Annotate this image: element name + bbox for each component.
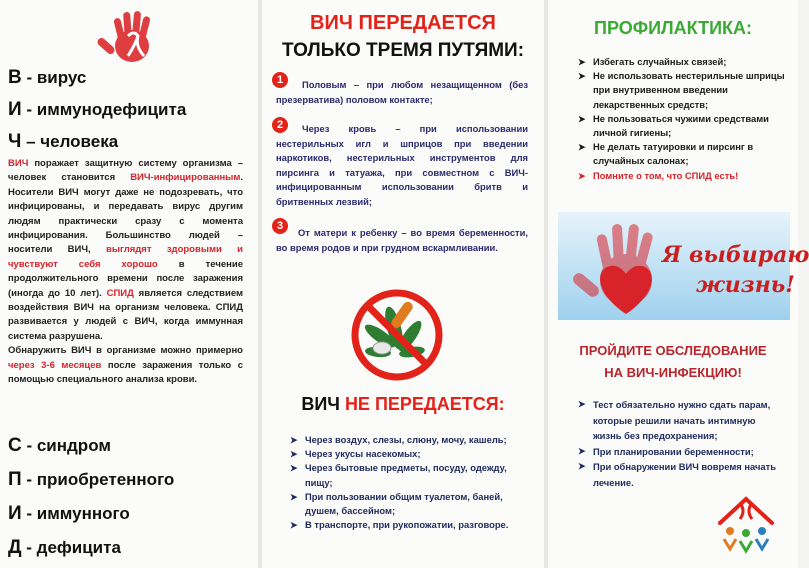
acronym-p: П - приобретенного [8,469,175,490]
test-list [578,397,783,490]
middle-panel [262,0,544,568]
prevention-title: ПРОФИЛАКТИКА: [594,18,752,38]
acronym-i: И - иммунодефицита [8,99,187,120]
way-2-text: Через кровь – при использовании нестерильных игл и шприцов при введении наркотиков, нестерильных инструментов для пирсинга и татуажа, при совместном с ВИЧ-инфицированным использовании бритв и бритвенных лезвий; [276,123,528,207]
list-item: ➤ При пользовании общим туалетом, баней, душем, бассейном; [290,490,503,517]
acronym-d: Д - дефицита [8,537,121,558]
banner-text-line2: жизнь! [696,272,795,298]
list-item: ➤ Через воздух, слезы, слюну, мочу, кашель; [290,434,507,445]
list-item: ➤ Тест обязательно нужно сдать парам, которые решили начать интимную жизнь без предохранения; [578,399,771,441]
i-choose-life-banner [558,212,809,320]
way-1-text: Половым – при любом незащищенном (без презерватива) половом контакте; [276,79,528,105]
way-number-3: 3 [272,218,288,234]
way-number-2: 2 [272,117,288,133]
family-house-logo [714,493,778,559]
list-item: ➤ В транспорте, при рукопожатии, разговоре. [290,519,509,531]
acronym-i2: И - иммунного [8,503,130,524]
not-transmitted-list [290,433,530,532]
acronym-s: С - синдром [8,435,111,456]
hiv-description: ВИЧ поражает защитную систему организма – человек становится ВИЧ-инфицированным. Носители ВИЧ могут даже не подозревать, что инфицированы, и передавать вирус другим людям практически сразу с момента инфицирования. Большинство людей – носители ВИЧ, выглядят здоровыми и чувствуют себя хорошо в течение продолжительного времени после заражения (иногда до 10 лет). СПИД является следствием воздействия ВИЧ на организм человека. СПИД развивается у людей с ВИЧ, когда иммунная система разрушена. Обнаружить ВИЧ в организме можно примерно через 3-6 месяцев после заражения только с помощью специального анализа крови. [8,158,244,386]
list-item: ➤ При обнаружении ВИЧ вовремя начать лечение. [578,461,776,488]
way-number-1: 1 [272,72,288,88]
list-item: ➤ При планировании беременности; [578,445,754,457]
acronym-ch: Ч – человека [8,131,119,152]
list-item: ➤ Через укусы насекомых; [290,448,421,460]
list-item: ➤ Через бытовые предметы, посуду, одежду, пищу; [290,462,507,488]
way-3-text: От матери к ребенку – во время беременности, во время родов и при грудном вскармливании. [276,227,528,253]
banner-text-line1: Я выбираю [662,242,809,268]
no-drugs-icon [342,288,452,383]
list-item: ➤ Помните о том, что СПИД есть! [578,169,739,181]
list-item: ➤ Избегать случайных связей; [578,56,727,67]
acronym-v: В - вирус [8,67,87,88]
test-title: ПРОЙДИТЕ ОБСЛЕДОВАНИЕ НА ВИЧ-ИНФЕКЦИЮ! [579,343,767,380]
list-item: ➤ Не делать татуировки и пирсинг в случайных салонах; [578,141,754,167]
right-panel [548,0,809,568]
transmission-subtitle: ТОЛЬКО ТРЕМЯ ПУТЯМИ: [281,40,525,61]
list-item: ➤ Не использовать нестерильные шприцы при внутривенном введении лекарственных средств; [578,70,785,110]
prevention-list [578,55,788,183]
list-item: ➤ Не пользоваться чужими средствами личной гигиены; [578,112,769,139]
red-hand-heart-icon [576,218,668,318]
transmission-title: ВИЧ ПЕРЕДАЕТСЯ [310,12,496,34]
red-hand-ribbon-logo [100,8,162,68]
left-panel [0,0,258,568]
not-transmitted-title: ВИЧ НЕ ПЕРЕДАЕТСЯ: [301,394,505,414]
